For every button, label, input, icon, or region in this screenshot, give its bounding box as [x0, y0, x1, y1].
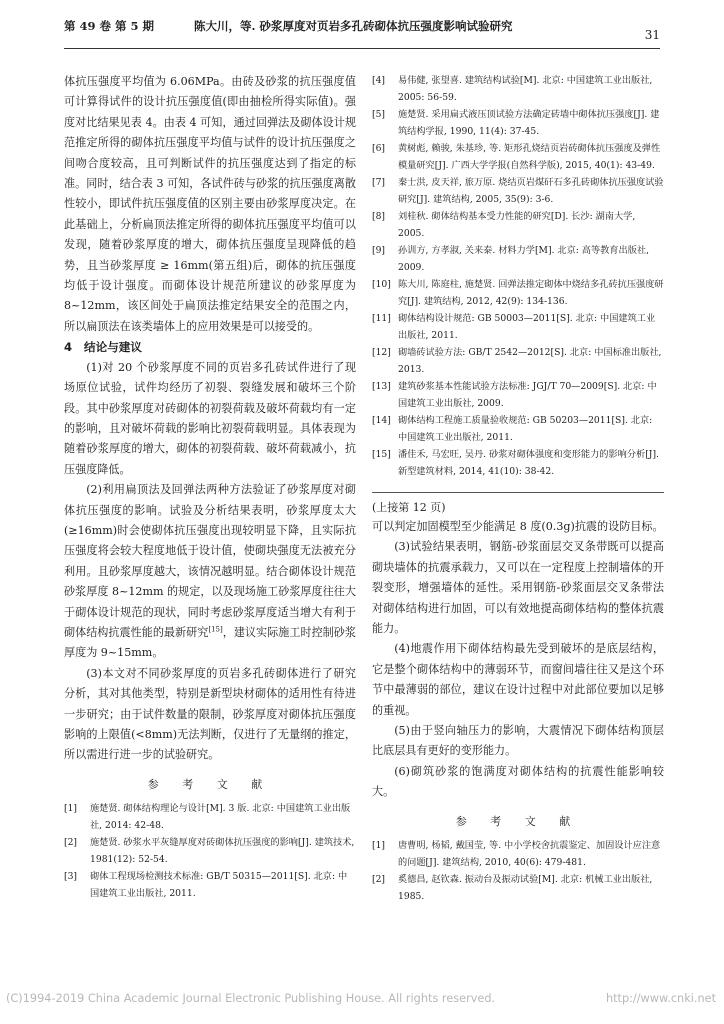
- conclusion-3: (3)本文对不同砂浆厚度的页岩多孔砖砌体进行了研究分析，其对其他类型，特别是新型块材砌体的适用性有待进一步研究；由于试件数量的限制，砂浆厚度对砌体抗压强度影响的上限值(<8mm)无法判断，仅进行了无量纲的推定，所以需进行进一步的试验研究。: [64, 666, 356, 762]
- reference-text: 施楚贤. 砌体结构理论与设计[M]. 3 版. 北京: 中国建筑工业出版社, 2014: 42-48.: [90, 802, 351, 831]
- reference-item: [372, 106, 664, 140]
- reference-text: 砌墙砖试验方法: GB/T 2542—2012[S]. 北京: 中国标准出版社, 2013.: [398, 347, 662, 375]
- reference-text: 奚德昌, 赵钦森. 振动台及振动试验[M]. 北京: 机械工业出版社, 1985.: [398, 873, 653, 902]
- reference-item: [372, 310, 664, 344]
- reference-item: [372, 174, 664, 208]
- continued-from-note: (上接第 12 页): [372, 501, 446, 514]
- reference-item: [372, 208, 664, 242]
- running-header: [64, 14, 660, 49]
- reference-text: 秦士洪, 皮天祥, 旅万原. 烧结页岩煤矸石多孔砖砌体抗压强度试验研究[J]. 建筑结构, 2005, 35(9): 3-6.: [398, 177, 664, 205]
- reference-text: 建筑砂浆基本性能试验方法标准: JGJ/T 70—2009[S]. 北京: 中国建筑工业出版社, 2009.: [398, 381, 657, 409]
- reference-number: [11]: [372, 313, 391, 324]
- reference-item: [372, 412, 664, 446]
- copyright-notice: (C)1994-2019 China Academic Journal Electronic Publishing House. All rights reserved.: [6, 992, 496, 1005]
- reference-text: 砌体工程现场检测技术标准: GB/T 50315—2011[S]. 北京: 中国建筑工业出版社, 2011.: [90, 870, 348, 899]
- references-heading-2: 参 考 文 献: [455, 814, 581, 828]
- reference-item: [372, 140, 664, 174]
- section-title: 结论与建议: [84, 340, 142, 355]
- reference-number: [1]: [372, 839, 386, 851]
- journal-issue: 第 49 卷 第 5 期: [64, 19, 155, 33]
- reference-number: [14]: [372, 415, 391, 426]
- reference-text: 孙训方, 方孝淑, 关来泰. 材料力学[M]. 北京: 高等教育出版社, 2009.: [398, 245, 649, 273]
- footer-link[interactable]: http://www.cnki.net: [605, 992, 716, 1005]
- reference-number: [2]: [64, 836, 78, 848]
- continued-item-4: (4)地震作用下砌体结构最先受到破坏的是底层结构，它是整个砌体结构中的薄弱环节，而窗间墙往往又是这个环节中最薄弱的部位，建议在设计过程中对此部位要加以足够的重视。: [372, 642, 664, 717]
- divider: [372, 492, 664, 493]
- conclusion-2-tail: ，建议实际施工时控制砂浆厚度为 9~15mm。: [64, 625, 356, 660]
- reference-item: [372, 242, 664, 276]
- reference-number: [6]: [372, 143, 386, 154]
- reference-text: 陈大川, 陈庭柱, 施楚贤. 回弹法推定砌体中烧结多孔砖抗压强度研究[J]. 建筑结构, 2012, 42(9): 134-136.: [398, 279, 664, 307]
- reference-item: [372, 276, 664, 310]
- reference-number: [12]: [372, 347, 391, 358]
- reference-text: 易伟健, 张望喜. 建筑结构试验[M]. 北京: 中国建筑工业出版社, 2005: 56-59.: [398, 75, 653, 103]
- continued-item-3: (3)试验结果表明，钢筋-砂浆面层交叉条带既可以提高砌块墙体的抗震承载力，又可以在一定程度上控制墙体的开裂变形，增强墙体的延性。采用钢筋-砂浆面层交叉条带法对砌体结构进行加固，可以有效地提高砌体结构的整体抗震能力。: [372, 540, 664, 636]
- continued-item-6: (6)砌筑砂浆的饱满度对砌体结构的抗震性能影响较大。: [372, 764, 664, 799]
- reference-text: 施楚贤. 砂浆水平灰缝厚度对砖砌体抗压强度的影响[J]. 建筑技术, 1981(12): 52-54.: [90, 836, 355, 865]
- reference-number: [2]: [372, 873, 386, 885]
- reference-item: [372, 344, 664, 378]
- section-number: 4: [64, 340, 73, 355]
- reference-text: 施楚贤. 采用扁式液压顶试验方法确定砖墙中砌体抗压强度[J]. 建筑结构学报, 1990, 11(4): 37-45.: [398, 109, 660, 137]
- reference-text: 砌体结构设计规范: GB 50003—2011[S]. 北京: 中国建筑工业出版社, 2011.: [398, 313, 656, 341]
- reference-number: [1]: [64, 802, 78, 814]
- intro-paragraph: 体抗压强度平均值为 6.06MPa。由砖及砂浆的抗压强度值可计算得试件的设计抗压强度值(即由抽检所得实际值)。强度对比结果见表 4。由表 4 可知，通过回弹法及砌体设计规范推定所得的砌体抗压强度平均值与试件的设计抗压强度之间吻合度较高，且可判断试件的抗压强度达到了指定的标准。同时，结合表 3 可知，各试件砖与砂浆的抗压强度离散性较小，即试件抗压强度值的区别主要由砂浆厚度决定。在此基础上，分析扁顶法推定所得的砌体抗压强度平均值可以发现，随着砂浆厚度的增大，砌体抗压强度呈现降低的趋势，且当砂浆厚度 ≥ 16mm(第五组)后，砌体的抗压强度均低于设计强度。而砌体设计规范所建议的砂浆厚度为 8~12mm，该区间处于扁顶法推定结果安全的范围之内，所以扁顶法在该类墙体上的应用效果是可以接受的。: [64, 75, 356, 333]
- reference-item: [372, 72, 664, 106]
- reference-item: [64, 834, 356, 868]
- reference-item: [372, 378, 664, 412]
- reference-list-right: [372, 72, 664, 480]
- left-column: [64, 72, 356, 902]
- reference-number: [7]: [372, 177, 386, 188]
- reference-number: [4]: [372, 75, 386, 86]
- references-heading: 参 考 文 献: [147, 777, 273, 791]
- reference-list-left: [64, 800, 356, 902]
- reference-number: [5]: [372, 109, 386, 120]
- conclusion-2: [64, 480, 356, 664]
- reference-text: 刘桂秋. 砌体结构基本受力性能的研究[D]. 长沙: 湖南大学, 2005.: [398, 211, 636, 239]
- continued-paragraph: 可以判定加固模型至少能满足 8 度(0.3g)抗震的设防目标。: [372, 520, 664, 533]
- page-number: 31: [644, 28, 660, 42]
- reference-list-continued: [372, 837, 664, 905]
- running-title: 陈大川，等. 砂浆厚度对页岩多孔砖砌体抗压强度影响试验研究: [194, 19, 513, 33]
- reference-text: 潘佳禾, 马宏旺, 吴丹. 砂浆对砌体强度和变形能力的影响分析[J]. 新型建筑材料, 2014, 41(10): 38-42.: [398, 449, 659, 477]
- continued-item-5: (5)由于竖向轴压力的影响，大震情况下砌体结构顶层比底层具有更好的变形能力。: [372, 724, 664, 758]
- reference-number: [3]: [64, 870, 78, 882]
- reference-text: 唐曹明, 杨韬, 戴国莹, 等. 中小学校舍抗震鉴定、加固设计应注意的问题[J]. 建筑结构, 2010, 40(6): 479-481.: [398, 839, 661, 868]
- reference-number: [15]: [372, 449, 391, 460]
- reference-item: [64, 800, 356, 834]
- citation-link[interactable]: [15]: [208, 625, 223, 634]
- reference-item: [372, 446, 664, 480]
- conclusion-2-text: (2)利用扁顶法及回弹法两种方法验证了砂浆厚度对砌体抗压强度的影响。试验及分析结果表明，砂浆厚度太大(≥16mm)时会使砌体抗压强度出现较明显下降，且实际抗压强度将会较大程度地低于设计值，使砌块强度无法被充分利用。且砂浆厚度越大，该情况越明显。结合砌体设计规范砂浆厚度 8~12mm 的规定，以及现场施工砂浆厚度往往大于砌体设计规范的现状，同时考虑砂浆厚度适当增大有利于砌体结构抗震性能的最新研究: [64, 483, 356, 639]
- reference-text: 黄树彪, 赖骏, 朱基珍, 等. 矩形孔烧结页岩砖砌体抗压强度及弹性模量研究[J]. 广西大学学报(自然科学版), 2015, 40(1): 43-49.: [398, 143, 661, 171]
- reference-number: [9]: [372, 245, 386, 256]
- reference-item: [372, 837, 664, 871]
- reference-text: 砌体结构工程施工质量验收规范: GB 50203—2011[S]. 北京: 中国建筑工业出版社, 2011.: [398, 415, 653, 443]
- reference-number: [13]: [372, 381, 391, 392]
- conclusion-1: (1)对 20 个砂浆厚度不同的页岩多孔砖试件进行了现场原位试验，试件均经历了初裂、裂缝发展和破坏三个阶段。其中砂浆厚度对砖砌体的初裂荷载及破坏荷载均有一定的影响，且对破坏荷载的影响比初裂荷载明显。具体表现为随着砂浆厚度的增大，砌体的初裂荷载、破坏荷载减小，抗压强度降低。: [64, 360, 356, 476]
- footer: [6, 992, 716, 1005]
- reference-item: [372, 871, 664, 905]
- reference-number: [10]: [372, 279, 391, 290]
- section-heading: [64, 337, 356, 357]
- reference-item: [64, 868, 356, 902]
- reference-number: [8]: [372, 211, 386, 222]
- right-column: [372, 72, 664, 905]
